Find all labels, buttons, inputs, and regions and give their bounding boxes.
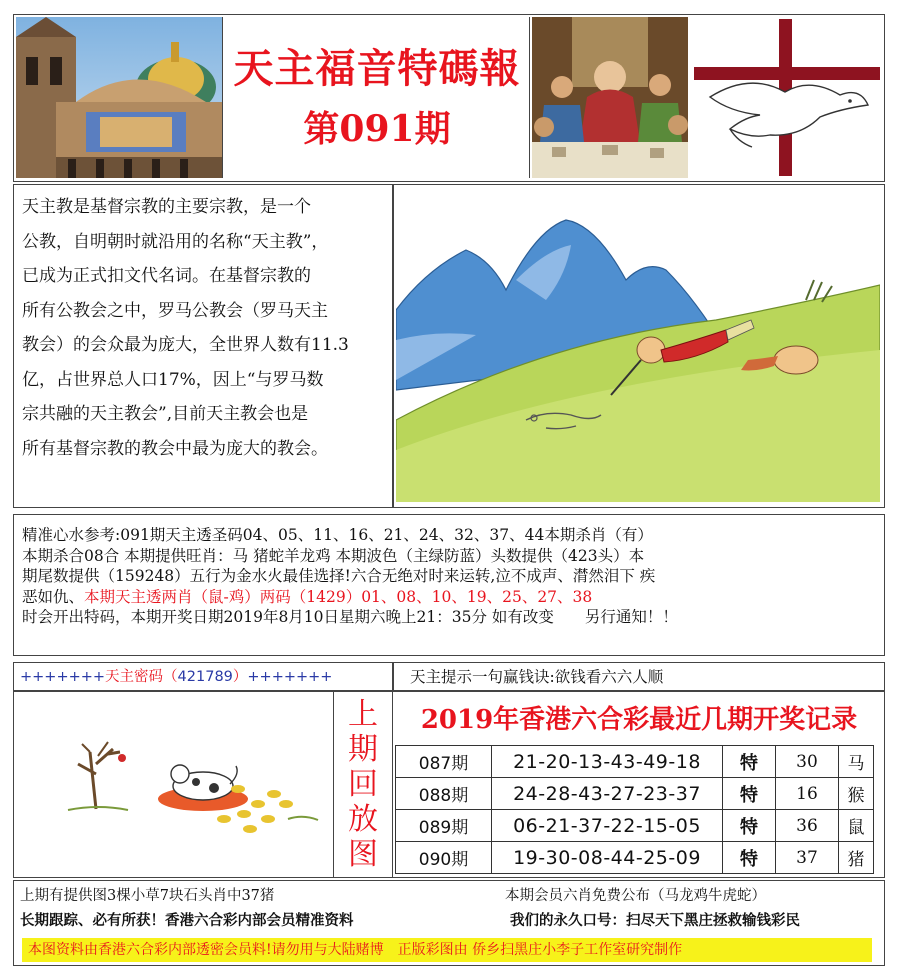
notice-line: 期尾数提供（159248）五行为金水火最佳选择!六合无绝对时来运转,泣不成声、潸然泪下 疾 bbox=[22, 567, 656, 585]
secret-code: +++++++天主密码（421789）+++++++ bbox=[20, 669, 333, 685]
records-title: 2019年香港六合彩最近几期开奖记录 bbox=[420, 705, 858, 735]
footer-slogan-right: 我们的永久口号：扫尽天下黑庄拯救输钱彩民 bbox=[510, 912, 800, 929]
table-row: 090期 19-30-08-44-25-09 特 37 猪 bbox=[396, 842, 874, 874]
replay-label: 上 期 回 放 图 bbox=[348, 697, 378, 872]
tip-divider bbox=[392, 662, 394, 690]
cross-dove-image bbox=[690, 17, 882, 178]
notice-line: 本期杀合08合 本期提供旺肖：马 猪蛇羊龙鸡 本期波色（主绿防蓝）头数提供（423头）本 bbox=[22, 546, 645, 565]
header-title-panel bbox=[222, 17, 530, 178]
table-row: 089期 06-21-37-22-15-05 特 36 鼠 bbox=[396, 810, 874, 842]
dog-illustration bbox=[18, 694, 333, 874]
winning-tip: 天主提示一句赢钱诀:欲钱看六六人顺 bbox=[410, 668, 664, 686]
notice-text bbox=[22, 525, 882, 628]
intro-line: 教会）的会众最为庞大，全世界人数有11.3 bbox=[22, 335, 349, 355]
church-image bbox=[16, 17, 222, 178]
notice-line: 恶如仇、本期天主透两肖（鼠-鸡）两码（1429）01、08、10、19、25、27、38 bbox=[22, 587, 593, 606]
issue-number: 第091期 bbox=[303, 108, 451, 150]
notice-line: 精准心水参考:091期天主透圣码04、05、11、16、21、24、32、37、44本期杀肖（有） bbox=[22, 526, 653, 544]
intro-line: 所有公教会之中，罗马公教会（罗马天主 bbox=[22, 300, 328, 321]
footer-previous-hint: 上期有提供图3棵小草7块石头肖中37猪 bbox=[20, 888, 275, 904]
footer-member-zodiac: 本期会员六肖免费公布（马龙鸡牛虎蛇） bbox=[505, 888, 766, 904]
mountain-illustration bbox=[396, 190, 880, 502]
footer-slogan-left: 长期跟踪、必有所获！香港六合彩内部会员精准资料 bbox=[20, 912, 354, 929]
page-title: 天主福音特碼報 bbox=[233, 45, 521, 92]
intro-line: 天主教是基督宗教的主要宗教，是一个 bbox=[22, 197, 311, 217]
footer-text bbox=[20, 884, 880, 934]
table-row: 087期 21-20-13-43-49-18 特 30 马 bbox=[396, 746, 874, 778]
intro-line: 公教，自明朝时就沿用的名称“天主教”， bbox=[22, 231, 329, 252]
last-supper-image bbox=[532, 17, 688, 178]
intro-line: 所有基督宗教的教会中最为庞大的教会。 bbox=[22, 438, 328, 459]
intro-line: 亿，占世界总人口17%，因上“与罗马数 bbox=[22, 369, 324, 390]
replay-label-cell bbox=[333, 691, 393, 878]
secret-code-value: 421789 bbox=[177, 669, 233, 685]
notice-line: 时会开出特码，本期开奖日期2019年8月10日星期六晚上21：35分 如有改变 另行通知！！ bbox=[22, 608, 678, 626]
notice-highlight: 本期天主透两肖（鼠-鸡）两码（1429）01、08、10、19、25、27、38 bbox=[84, 587, 593, 606]
intro-line: 已成为正式扣文代名词。在基督宗教的 bbox=[22, 266, 311, 286]
intro-divider bbox=[392, 184, 394, 508]
intro-text bbox=[22, 190, 382, 466]
intro-line: 宗共融的天主教会”,目前天主教会也是 bbox=[22, 404, 309, 424]
records-table bbox=[395, 745, 874, 874]
secret-row-rule bbox=[13, 690, 885, 692]
footer-banner: 本图资料由香港六合彩内部透密会员料!请勿用与大陆赌博 正版彩图由 侨乡扫黑庄小李子工作室研究制作 bbox=[22, 938, 872, 962]
table-row: 088期 24-28-43-27-23-37 特 16 猴 bbox=[396, 778, 874, 810]
